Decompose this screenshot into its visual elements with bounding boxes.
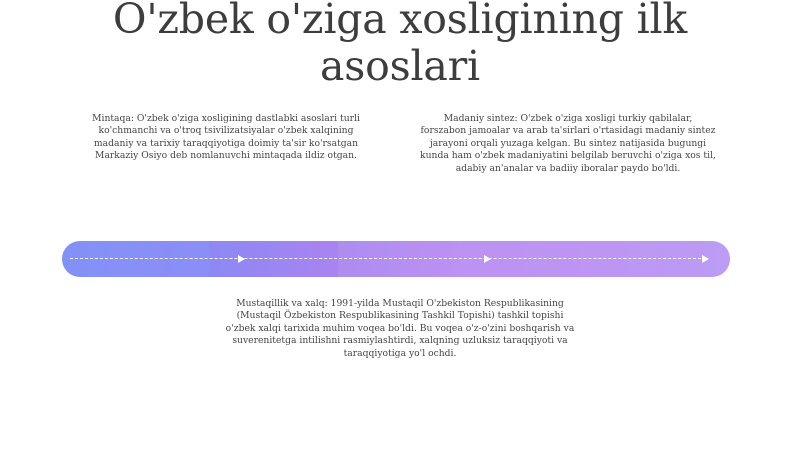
timeline-bar [62,241,730,277]
cultural-synthesis-text-block: Madaniy sintez: O'zbek o'ziga xosligi turkiy qabilalar, forszabon jamoalar va arab ta'sirlari o'rtasidagi madaniy sintez jarayoni orqali yuzaga kelgan. Bu sintez natijasida bugungi kunda ham o'zbek madaniyatini belgilab beruvchi o'ziga xos til, adabiy an'analar va badiiy iboralar paydo bo'ldi. [420,113,716,174]
timeline-dashed-line [70,258,706,259]
arrow-icon [484,255,491,263]
arrow-icon [702,255,709,263]
independence-text-block: Mustaqillik va xalq: 1991-yilda Mustaqil O'zbekiston Respublikasining (Mustaqil Özbekiston Respublikasining Tashkil Topishi) tashkil topishi o'zbek xalqi tarixida muhim voqea bo'ldi. Bu voqea o'z-o'zini boshqarish va suverenitetga intilishni rasmiylashtirdi, xalqning uzluksiz taraqqiyoti va taraqqiyotiga yo'l ochdi. [225,298,575,359]
slide-title: O'zbek o'ziga xosligining ilk asoslari [112,0,688,90]
region-text-block: Mintaqa: O'zbek o'ziga xosligining dastlabki asoslari turli ko'chmanchi va o'troq tsivilizatsiyalar o'zbek xalqining madaniy va tarixiy taraqqiyotiga doimiy ta'sir ko'rsatgan Markaziy Osiyo deb nomlanuvchi mintaqada ildiz otgan. [92,113,360,162]
timeline-segment-3 [338,241,730,277]
arrow-icon [238,255,245,263]
timeline-segment-1 [62,241,209,277]
